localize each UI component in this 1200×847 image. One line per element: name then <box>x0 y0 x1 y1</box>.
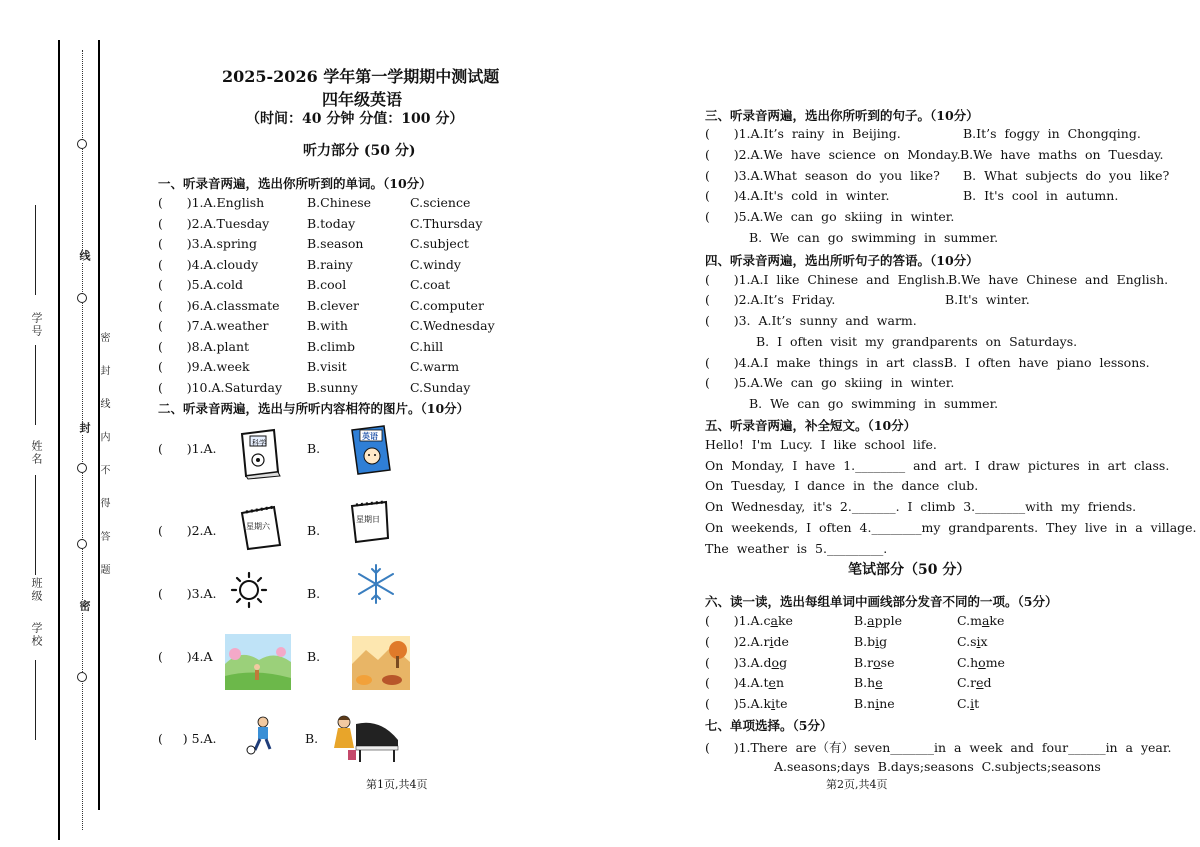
section1-option-c: C.subject <box>410 236 469 251</box>
section1-option-b: B.visit <box>307 359 347 374</box>
underlined-letter: i <box>970 696 975 712</box>
section1-option-a: ( )10.A.Saturday <box>158 379 283 395</box>
section1-title: 一、听录音两遍，选出你所听到的单词。（10分） <box>158 176 432 191</box>
section1-option-a: ( )5.A.cold <box>158 277 244 292</box>
s2-row5-b: B. <box>305 731 319 746</box>
section6-title: 六、读一读，选出每组单词中画线部分发音不同的一项。（5分） <box>705 594 1058 609</box>
s7-q1-options: A.seasons;days B.days;seasons C.subjects;seasons <box>774 759 1101 774</box>
section6-option-a: ( )4.A.ten <box>705 675 785 691</box>
section6-option-c: C.red <box>957 675 992 691</box>
section1-option-c: C.coat <box>410 277 451 292</box>
section6-option-b: B.apple <box>854 613 903 628</box>
s2-row3-b: B. <box>307 586 321 601</box>
section1-option-a: ( )9.A.week <box>158 359 250 374</box>
section4-title: 四、听录音两遍，选出所听句子的答语。（10分） <box>705 253 979 268</box>
passage-line: The weather is 5._________. <box>705 540 888 556</box>
s3-row5-b: B. We can go swimming in summer. <box>749 230 999 245</box>
section1-option-b: B.rainy <box>307 256 353 272</box>
s2-row4-num: ( )4.A <box>158 649 213 664</box>
snowflake-icon <box>355 563 397 605</box>
page2-footer: 第2页,共4页 <box>826 778 888 791</box>
section1-option-b: B.climb <box>307 338 356 354</box>
s4-row4-a: ( )4.A.I make things in art class. <box>705 355 948 370</box>
s4-row5-b: B. We can go swimming in summer. <box>749 396 999 411</box>
science-book-label: 科学 <box>252 439 266 447</box>
section3-option-b: B.We have maths on Tuesday. <box>960 146 1164 162</box>
section3-option-a: ( )1.A.It’s rainy in Beijing. <box>705 126 901 141</box>
passage-line: On Monday, I have 1.________ and art. I draw pictures in art class. <box>705 457 1170 473</box>
no-answer-notice: 密 封 线 内 不 得 答 题 <box>98 332 109 585</box>
section6-option-c: C.home <box>957 654 1005 670</box>
section5-title: 五、听录音两遍，补全短文。（10分） <box>705 418 917 433</box>
student-id-label: 学号 <box>30 312 43 338</box>
seal-char-line: 线 <box>78 250 91 263</box>
section1-option-c: C.Wednesday <box>410 318 495 333</box>
seal-circle <box>77 672 87 682</box>
calendar-sunday-icon <box>350 500 394 546</box>
section6-option-a: ( )1.A.cake <box>705 613 793 628</box>
s4-row1-b: B.We have Chinese and English. <box>948 272 1169 287</box>
s4-row3-a: ( )3. A.It’s sunny and warm. <box>705 313 917 328</box>
spring-scene-icon <box>225 634 291 690</box>
underlined-letter: a <box>867 613 875 628</box>
passage-line: On Tuesday, I dance in the dance club. <box>705 478 979 494</box>
section1-option-b: B.cool <box>307 277 347 292</box>
section1-option-b: B.sunny <box>307 379 358 395</box>
seal-char-secret: 密 <box>78 600 91 613</box>
autumn-scene-icon <box>352 636 410 690</box>
section1-option-a: ( )2.A.Tuesday <box>158 215 270 231</box>
passage-line: Hello! I'm Lucy. I like school life. <box>705 437 937 452</box>
underlined-letter: o <box>978 654 986 670</box>
section3-option-a: ( )5.A.We can go skiing in winter. <box>705 209 955 225</box>
section1-option-b: B.with <box>307 318 348 333</box>
section3-option-b: B. It's cool in autumn. <box>963 188 1119 204</box>
seal-circle <box>77 539 87 549</box>
section6-option-b: B.nine <box>854 696 895 712</box>
underlined-letter: i <box>875 696 880 712</box>
s4-row2-a: ( )2.A.It’s Friday. <box>705 292 836 307</box>
sun-icon <box>230 571 268 609</box>
section1-option-a: ( )3.A.spring <box>158 236 257 251</box>
s2-row2-num: ( )2.A. <box>158 523 217 538</box>
section1-option-b: B.today <box>307 215 356 231</box>
section1-option-a: ( )1.A.English <box>158 195 265 210</box>
s4-row1-a: ( )1.A.I like Chinese and English. <box>705 272 950 287</box>
s4-row4-b: B. I often have piano lessons. <box>944 355 1150 370</box>
exam-subtitle: 四年级英语 <box>322 90 403 109</box>
section3-option-a: ( )4.A.It's cold in winter. <box>705 188 890 204</box>
exam-time-score: （时间：40 分钟 分值：100 分） <box>246 111 464 127</box>
underlined-letter: i <box>875 633 880 649</box>
seal-circle <box>77 463 87 473</box>
section1-option-b: B.Chinese <box>307 195 372 210</box>
section1-option-b: B.season <box>307 236 364 251</box>
section1-option-c: C.computer <box>410 297 484 313</box>
section1-option-c: C.windy <box>410 256 461 272</box>
section7-title: 七、单项选择。（5分） <box>705 718 833 733</box>
section2-title: 二、听录音两遍，选出与所听内容相符的图片。（10分） <box>158 401 470 416</box>
written-title: 笔试部分（50 分） <box>848 562 971 578</box>
s2-row4-b: B. <box>307 649 321 664</box>
section1-option-c: C.hill <box>410 338 444 354</box>
seal-circle <box>77 293 87 303</box>
s2-row3-num: ( )3.A. <box>158 586 217 601</box>
binding-outer-line <box>58 40 60 840</box>
school-underline <box>35 660 36 740</box>
section6-option-a: ( )3.A.dog <box>705 654 788 670</box>
underlined-letter: e <box>976 675 984 691</box>
section3-option-a: ( )3.A.What season do you like? <box>705 167 940 183</box>
passage-line: On Wednesday, it's 2._______. I climb 3.________with my friends. <box>705 499 1137 515</box>
passage-line: On weekends, I often 4.________my grandparents. They live in a village. <box>705 519 1197 535</box>
section1-option-c: C.Sunday <box>410 379 471 395</box>
s4-row3-b: B. I often visit my grandparents on Saturdays. <box>756 334 1078 349</box>
section6-option-b: B.he <box>854 675 883 691</box>
underlined-letter: e <box>768 675 776 691</box>
section3-option-a: ( )2.A.We have science on Monday. <box>705 146 961 162</box>
section1-option-a: ( )8.A.plant <box>158 338 250 354</box>
english-book-icon <box>350 426 394 478</box>
section1-option-c: C.warm <box>410 359 460 374</box>
section6-option-c: C.make <box>957 613 1005 628</box>
underlined-letter: e <box>875 675 883 691</box>
section1-option-c: C.Thursday <box>410 215 483 231</box>
underlined-letter: a <box>770 613 778 628</box>
section1-option-a: ( )6.A.classmate <box>158 297 280 313</box>
piano-girl-icon <box>330 714 402 764</box>
section1-option-a: ( )7.A.weather <box>158 318 269 333</box>
underlined-letter: i <box>769 633 774 649</box>
student-name-label: 姓名 <box>30 440 43 466</box>
seal-char-seal: 封 <box>78 422 91 435</box>
calendar-sat-text: 星期六 <box>246 522 270 531</box>
s7-q1: ( )1.There are（有）seven_______in a week and four______in a year. <box>705 740 1172 755</box>
page1-footer: 第1页,共4页 <box>366 778 428 791</box>
section6-option-b: B.big <box>854 633 888 649</box>
section6-option-a: ( )5.A.kite <box>705 696 788 712</box>
seal-circle <box>77 139 87 149</box>
section6-option-a: ( )2.A.ride <box>705 633 789 649</box>
exam-title: 2025-2026 学年第一学期期中测试题 <box>222 67 500 86</box>
s2-row2-b: B. <box>307 523 321 538</box>
name-underline <box>35 475 36 575</box>
school-label: 学校 <box>30 622 43 648</box>
underlined-letter: i <box>976 633 981 649</box>
section1-option-a: ( )4.A.cloudy <box>158 256 259 272</box>
science-book-icon <box>238 428 282 480</box>
s4-row5-a: ( )5.A.We can go skiing in winter. <box>705 375 955 390</box>
english-book-label: 英语 <box>362 432 378 441</box>
calendar-saturday-icon <box>240 505 284 551</box>
class-label: 班级 <box>30 577 43 603</box>
underlined-letter: a <box>981 613 990 628</box>
section3-title: 三、听录音两遍，选出你所听到的句子。（10分） <box>705 108 979 123</box>
seal-dotted-line <box>82 50 83 830</box>
section6-option-c: C.six <box>957 633 988 649</box>
section1-option-b: B.clever <box>307 297 359 313</box>
listening-title: 听力部分 (50 分) <box>303 143 416 159</box>
section3-option-b: B.It’s foggy in Chongqing. <box>963 126 1141 141</box>
s4-row2-b: B.It's winter. <box>945 292 1030 307</box>
calendar-sun-text: 星期日 <box>356 515 380 524</box>
underlined-letter: i <box>771 696 776 712</box>
section1-option-c: C.science <box>410 195 471 210</box>
s2-row1-num: ( )1.A. <box>158 441 217 456</box>
s2-row1-b: B. <box>307 441 321 456</box>
underlined-letter: o <box>873 654 881 670</box>
section6-option-b: B.rose <box>854 654 895 670</box>
id-underline <box>35 205 36 295</box>
section3-option-b: B. What subjects do you like? <box>963 167 1170 183</box>
s2-row5-num: ( ) 5.A. <box>158 731 217 746</box>
section6-option-c: C.it <box>957 696 980 712</box>
underlined-letter: o <box>771 654 780 670</box>
football-boy-icon <box>243 716 277 756</box>
name-underline-top <box>35 345 36 425</box>
